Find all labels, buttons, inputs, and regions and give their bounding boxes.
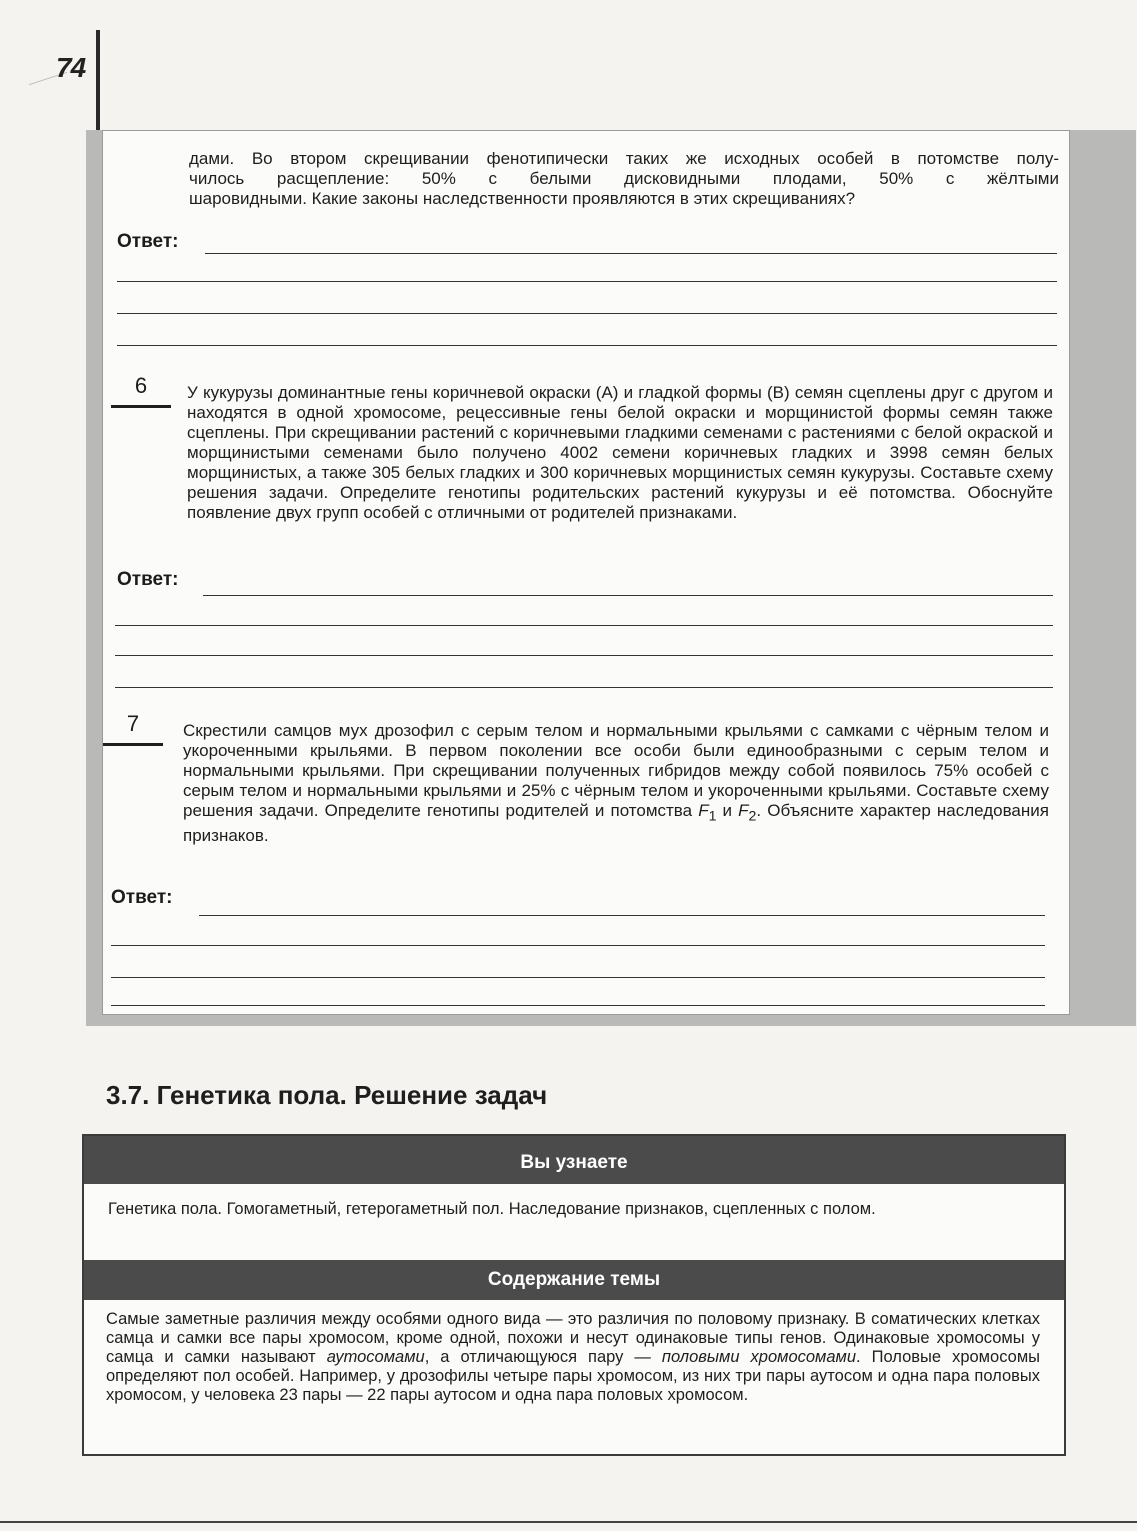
task7-text [183,721,1049,846]
task7-text-a: Скрестили самцов мух дрозофил с серым телом и нормальными крыльями с самками с чёрным телом и укороченными крыльями. В первом поколении все особи были единообразными с серым телом и нормальными крыльями. При скрещивании полученных гибридов между собой появилось 75% особей с серым телом и нормальными крыльями и 25% с чёрным телом и укороченными крыльями. Составьте схему решения задачи. Определите генотипы родителей и потомства [183,721,1049,820]
task7-f2: F [738,801,749,820]
task5-answer-label: Ответ: [117,231,179,252]
task7-answer-line[interactable] [111,977,1045,978]
content-term-sex-chromosomes: половыми хромосомами [661,1348,857,1366]
task7-number-text: 7 [126,711,140,736]
task6-answer-label: Ответ: [117,569,179,590]
task7-answer-line[interactable] [111,1005,1045,1006]
page-number: 74 [56,52,86,83]
tasks-panel [86,130,1136,1026]
task7-answer-label: Ответ: [111,887,173,908]
task7-answer-line[interactable] [111,945,1045,946]
task5-answer-line[interactable] [117,345,1057,346]
task7-f1-sub: 1 [708,808,717,825]
task5-line: дами. Во втором скрещивании фенотипически таких же исходных особей в потомстве полу- [189,149,1059,168]
task5-answer-line[interactable] [205,253,1057,254]
content-part3: . Половые хромосомы определяют пол особей. Например, у дрозофилы четыре пары хромосом, из них три пары аутосом и одна пара половых хромосом, у человека 23 пары — 22 пары аутосом и одна пара половых хромосом. [106,1348,1041,1404]
task7-number-bar [103,743,163,746]
content-text [106,1310,1040,1405]
content-term-autosomes: аутосомами [326,1348,425,1366]
task5-line: шаровидными. Какие законы наследственности проявляются в этих скрещиваниях? [189,189,856,208]
task6-number-text: 6 [134,373,148,398]
task6-answer-line[interactable] [115,687,1053,688]
page-margin-rule [96,30,100,130]
task7-text-b: . Объясните характер наследования признаков. [183,801,1049,846]
topic-info-box [82,1134,1066,1456]
task6-answer-line[interactable] [115,625,1053,626]
task7-number [103,711,163,746]
task6-answer-line[interactable] [115,655,1053,656]
content-part1: Самые заметные различия между особями одного вида — это различия по половому признаку. В соматических клетках самца и самки все пары хромосом, кроме одной, похожи и несут одинаковые типы генов. Одинаковые хромосомы у самца и самки называют [106,1310,1040,1366]
content-part2: , а отличающуюся пару — [424,1348,662,1366]
content-header: Содержание темы [84,1260,1064,1300]
task6-answer-line[interactable] [203,595,1053,596]
task6-number-bar [111,405,171,408]
task5-text [189,149,1059,209]
task7-f1: F [698,801,709,820]
task5-answer-line[interactable] [117,281,1057,282]
task7-conj: и [716,801,739,820]
task6-number [111,373,171,408]
section-title: 3.7. Генетика пола. Решение задач [106,1080,548,1110]
learn-text: Генетика пола. Гомогаметный, гетерогаметный пол. Наследование признаков, сцепленных с полом. [108,1200,876,1218]
task7-f2-sub: 2 [748,808,757,825]
task5-answer-line[interactable] [117,313,1057,314]
task5-line: чилось расщепление: 50% с белыми дисковидными плодами, 50% с жёлтыми [189,169,1059,188]
tasks-card [102,130,1070,1015]
bottom-rule [0,1521,1137,1523]
task7-answer-line[interactable] [199,915,1045,916]
task6-text: У кукурузы доминантные гены коричневой окраски (А) и гладкой формы (В) семян сцеплены друг с другом и находятся в одной хромосоме, рецессивные гены белой окраски и морщинистой формы семян также сцеплены. При скрещивании растений с коричневыми гладкими семенами с растениями с белой окраской и морщинистыми семенами было получено 4002 семени коричневых гладких и 3998 семян белых морщинистых, а также 305 белых гладких и 300 коричневых морщинистых семян кукурузы. Составьте схему решения задачи. Определите генотипы родительских растений кукурузы и её потомства. Обоснуйте появление двух групп особей с отличными от родителей признаками. [187,383,1053,522]
learn-header: Вы узнаете [84,1136,1064,1184]
